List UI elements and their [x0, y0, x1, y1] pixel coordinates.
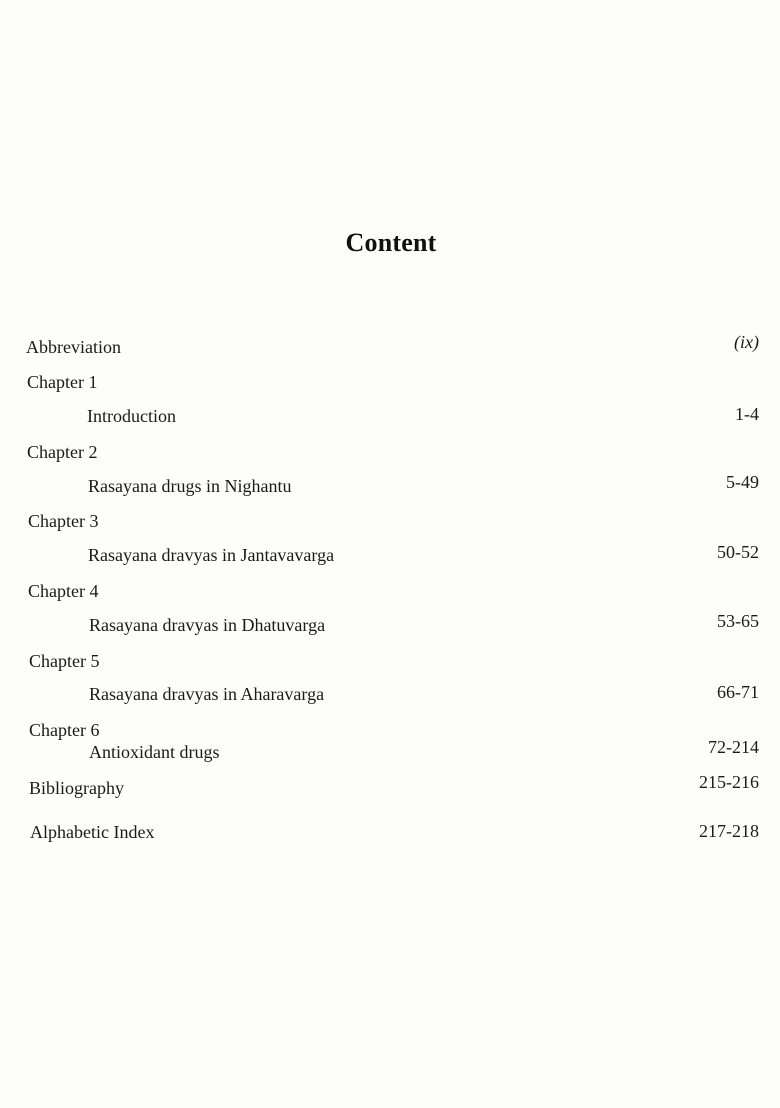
toc-entry-bibliography [0, 772, 780, 801]
toc-entry-label: Rasayana drugs in Nighantu [88, 476, 292, 496]
toc-entry [0, 542, 780, 568]
toc-entry-page: 1-4 [735, 404, 759, 424]
toc-entry-abbreviation [0, 334, 780, 360]
toc-entry-label: Rasayana dravyas in Dhatuvarga [89, 615, 326, 635]
toc-entry [0, 612, 780, 638]
chapter-label: Chapter 4 [28, 581, 99, 601]
toc-chapter-heading [0, 648, 780, 674]
toc-entry-index [0, 819, 780, 845]
toc-entry-page: 66-71 [717, 682, 759, 702]
chapter-label: Chapter 3 [28, 511, 99, 531]
toc-entry-page: (ix) [734, 332, 759, 352]
toc-entry-page: 5-49 [726, 472, 759, 492]
toc-entry-label: Abbreviation [26, 337, 121, 357]
toc-entry-label: Introduction [87, 406, 176, 426]
toc-entry-page: 72-214 [708, 737, 759, 757]
toc-entry [0, 681, 780, 707]
toc-entry-label: Bibliography [29, 778, 124, 798]
chapter-label: Chapter 2 [27, 442, 98, 462]
toc-entry-label: Rasayana dravyas in Jantavavarga [88, 545, 335, 565]
chapter-label: Chapter 5 [29, 651, 100, 671]
chapter-label: Chapter 6 [29, 720, 100, 740]
toc-entry [0, 403, 780, 429]
toc-entry-page: 53-65 [717, 611, 759, 631]
toc-entry [0, 473, 780, 499]
toc-entry-page: 217-218 [699, 821, 759, 841]
toc-entry-label: Antioxidant drugs [89, 742, 220, 762]
toc-entry-label: Alphabetic Index [30, 822, 155, 842]
toc-chapter-heading [0, 508, 780, 534]
chapter-label: Chapter 1 [27, 372, 98, 392]
page-title: Content [345, 228, 437, 257]
toc-chapter-heading [0, 369, 780, 395]
toc-entry-label: Rasayana dravyas in Aharavarga [89, 684, 325, 704]
toc-entry-page: 50-52 [717, 542, 759, 562]
toc-entry-page: 215-216 [699, 772, 759, 792]
toc-entry [0, 739, 780, 765]
toc-chapter-heading [0, 578, 780, 604]
toc-chapter-heading [0, 439, 780, 465]
